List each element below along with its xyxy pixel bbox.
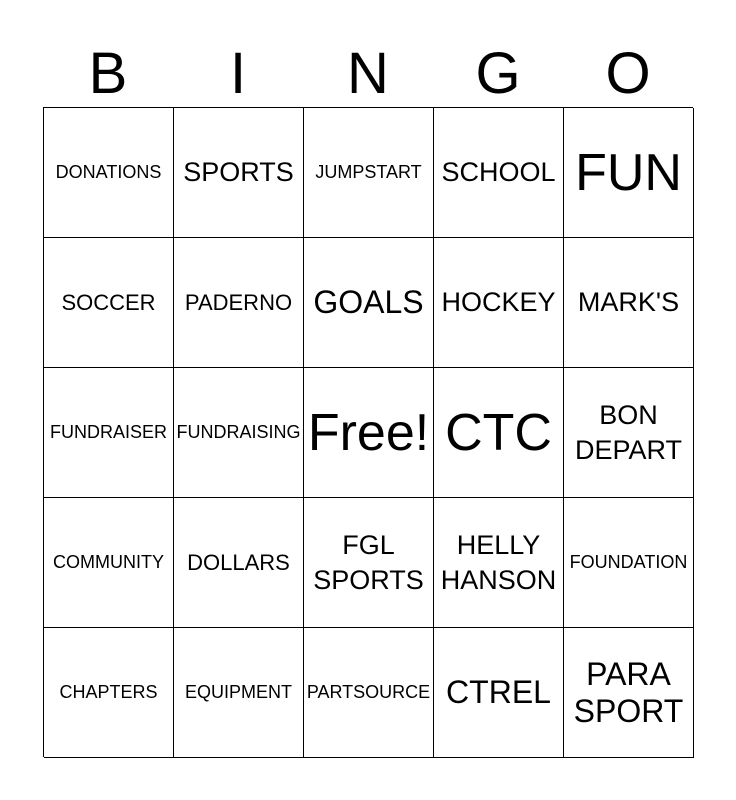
bingo-cell: FOUNDATION [564, 498, 694, 628]
bingo-cell: SPORTS [174, 108, 304, 238]
bingo-header [43, 40, 693, 108]
bingo-cell: FUN [564, 108, 694, 238]
free-space-cell: Free! [304, 368, 434, 498]
bingo-cell: COMMUNITY [44, 498, 174, 628]
bingo-cell: BON DEPART [564, 368, 694, 498]
bingo-cell: PARA SPORT [564, 628, 694, 758]
bingo-cell: PADERNO [174, 238, 304, 368]
bingo-cell: EQUIPMENT [174, 628, 304, 758]
bingo-board [43, 107, 693, 757]
bingo-cell: HELLY HANSON [434, 498, 564, 628]
bingo-cell: HOCKEY [434, 238, 564, 368]
header-letter-n: N [347, 41, 389, 106]
bingo-cell: SOCCER [44, 238, 174, 368]
bingo-cell: SCHOOL [434, 108, 564, 238]
bingo-cell: DOLLARS [174, 498, 304, 628]
bingo-cell: FUNDRAISING [174, 368, 304, 498]
bingo-cell: JUMPSTART [304, 108, 434, 238]
bingo-cell: CHAPTERS [44, 628, 174, 758]
header-letter-g: G [475, 41, 521, 106]
bingo-cell: CTC [434, 368, 564, 498]
header-letter-o: O [605, 41, 651, 106]
bingo-cell: GOALS [304, 238, 434, 368]
bingo-cell: DONATIONS [44, 108, 174, 238]
header-letter-b: B [88, 41, 128, 106]
header-letter-i: I [229, 41, 247, 106]
bingo-cell: FGL SPORTS [304, 498, 434, 628]
bingo-cell: CTREL [434, 628, 564, 758]
bingo-cell: MARK'S [564, 238, 694, 368]
bingo-cell: PARTSOURCE [304, 628, 434, 758]
bingo-cell: FUNDRAISER [44, 368, 174, 498]
